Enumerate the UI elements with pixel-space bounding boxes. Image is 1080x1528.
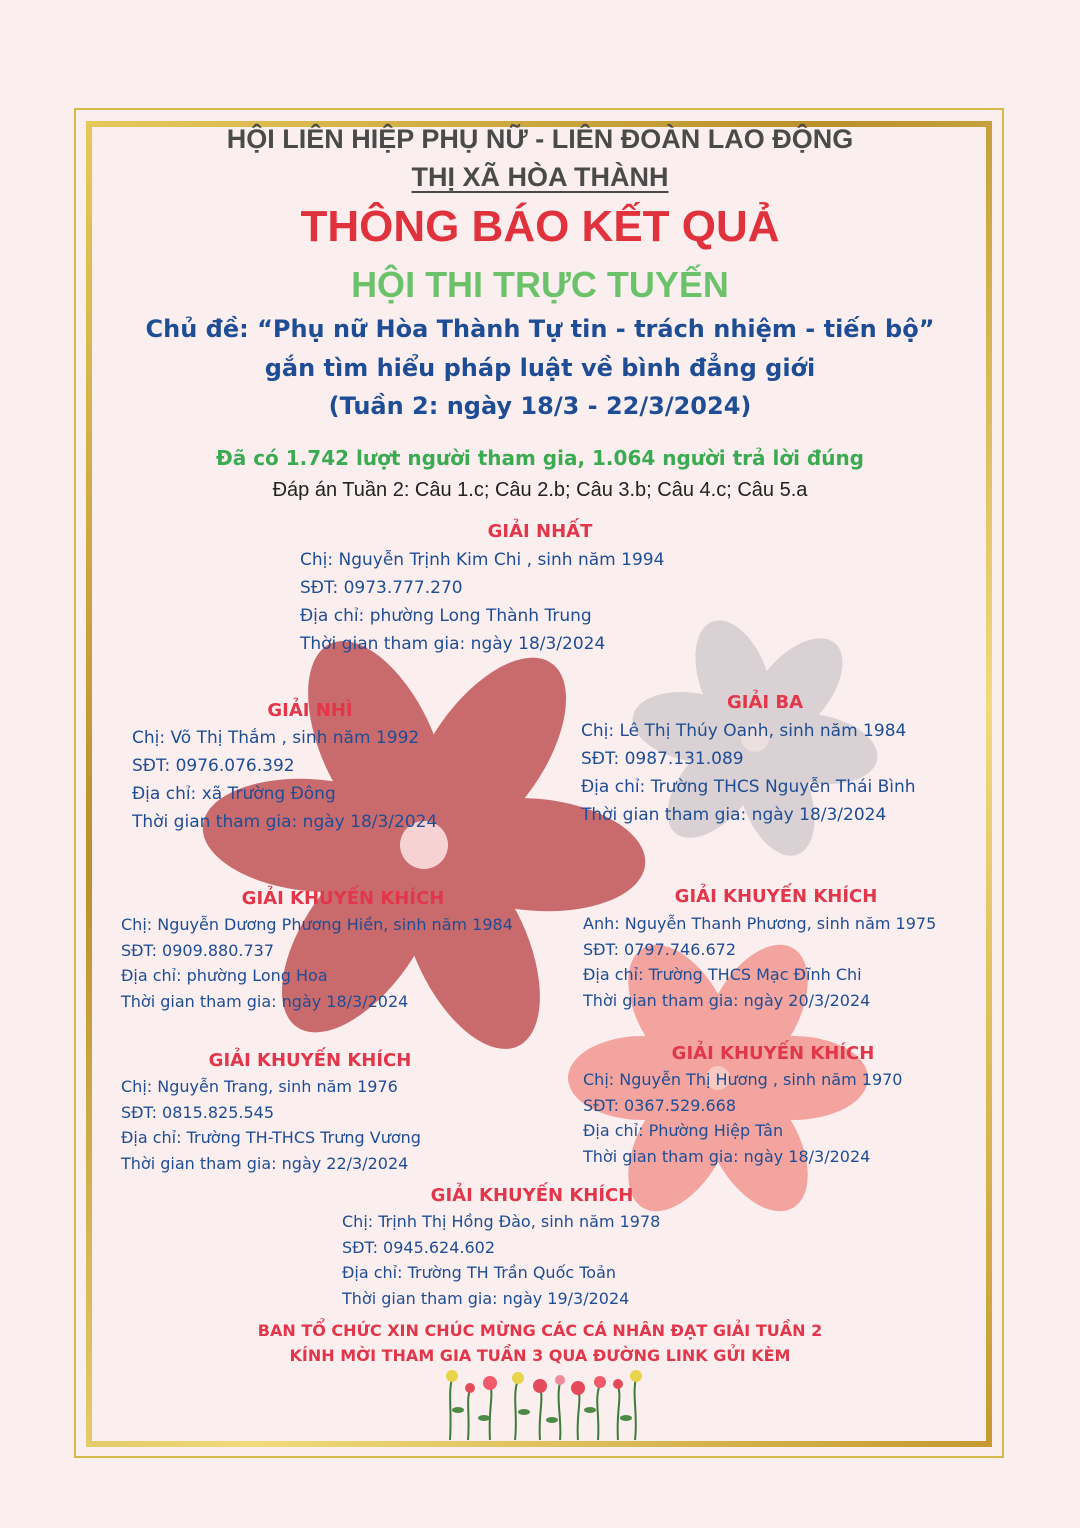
winner-name: Chị: Võ Thị Thắm , sinh năm 1992: [132, 728, 420, 748]
prize-consolation-3-title: GIẢI KHUYẾN KHÍCH: [208, 1050, 412, 1071]
prize-third-title: GIẢI BA: [726, 692, 804, 713]
org-line-1: HỘI LIÊN HIỆP PHỤ NỮ - LIÊN ĐOÀN LAO ĐỘNG: [226, 124, 854, 154]
prize-consolation-2-title: GIẢI KHUYẾN KHÍCH: [674, 886, 878, 907]
winner-phone: SĐT: 0945.624.602: [342, 1237, 496, 1257]
winner-address: Địa chỉ: Trường THCS Nguyễn Thái Bình: [581, 777, 916, 797]
prize-consolation-2-details: [583, 911, 936, 1013]
answer-key: Đáp án Tuần 2: Câu 1.c; Câu 2.b; Câu 3.b; Câu 4.c; Câu 5.a: [272, 479, 808, 501]
winner-address: Địa chỉ: Trường THCS Mạc Đĩnh Chi: [583, 965, 862, 984]
winner-time: Thời gian tham gia: ngày 18/3/2024: [132, 812, 438, 832]
prize-consolation-1-details: [121, 912, 513, 1014]
org-line-2: [0, 162, 1080, 193]
prize-first-title: GIẢI NHẤT: [487, 521, 593, 542]
closing-line-1: BAN TỔ CHỨC XIN CHÚC MỪNG CÁC CÁ NHÂN ĐẠT GIẢI TUẦN 2: [257, 1321, 823, 1340]
topic-line-3: (Tuần 2: ngày 18/3 - 22/3/2024): [328, 392, 752, 420]
winner-name: Chị: Lê Thị Thúy Oanh, sinh năm 1984: [581, 721, 907, 741]
page-title: THÔNG BÁO KẾT QUẢ: [300, 202, 780, 251]
org-line-2-text: THỊ XÃ HÒA THÀNH: [411, 162, 669, 192]
prize-consolation-5-title: GIẢI KHUYẾN KHÍCH: [430, 1185, 634, 1206]
participation-stats: Đã có 1.742 lượt người tham gia, 1.064 người trả lời đúng: [215, 446, 865, 470]
topic-line-1: Chủ đề: “Phụ nữ Hòa Thành Tự tin - trách nhiệm - tiến bộ”: [145, 315, 935, 343]
winner-time: Thời gian tham gia: ngày 20/3/2024: [583, 990, 871, 1010]
winner-time: Thời gian tham gia: ngày 18/3/2024: [581, 805, 887, 825]
prize-consolation-3-details: [121, 1074, 421, 1176]
prize-second-title: GIẢI NHÌ: [267, 700, 353, 721]
winner-name: Chị: Nguyễn Trang, sinh năm 1976: [121, 1077, 398, 1096]
prize-first-details: [300, 546, 664, 658]
prize-third-details: [581, 717, 916, 829]
page-subtitle: HỘI THI TRỰC TUYẾN: [351, 264, 729, 305]
prize-second-details: [132, 724, 437, 836]
prize-consolation-4-details: [583, 1067, 902, 1169]
winner-address: Địa chỉ: xã Trường Đông: [132, 784, 336, 804]
winner-phone: SĐT: 0973.777.270: [300, 578, 463, 598]
closing-line-2: KÍNH MỜI THAM GIA TUẦN 3 QUA ĐƯỜNG LINK GỬI KÈM: [289, 1346, 791, 1365]
winner-phone: SĐT: 0987.131.089: [581, 749, 744, 769]
winner-name: Chị: Nguyễn Trịnh Kim Chi , sinh năm 1994: [300, 550, 665, 570]
winner-name: Chị: Nguyễn Thị Hương , sinh năm 1970: [583, 1070, 903, 1089]
winner-phone: SĐT: 0815.825.545: [121, 1102, 275, 1122]
winner-time: Thời gian tham gia: ngày 22/3/2024: [121, 1153, 409, 1173]
winner-time: Thời gian tham gia: ngày 18/3/2024: [300, 634, 606, 654]
winner-time: Thời gian tham gia: ngày 18/3/2024: [583, 1146, 871, 1166]
winner-phone: SĐT: 0909.880.737: [121, 940, 275, 960]
winner-address: Địa chỉ: Trường TH-THCS Trưng Vương: [121, 1128, 421, 1147]
prize-consolation-5-details: [342, 1209, 660, 1311]
topic-line-2: gắn tìm hiểu pháp luật về bình đẳng giới: [264, 354, 816, 382]
prize-consolation-4-title: GIẢI KHUYẾN KHÍCH: [671, 1043, 875, 1064]
winner-time: Thời gian tham gia: ngày 18/3/2024: [121, 991, 409, 1011]
garden-blossoms: [446, 1370, 642, 1423]
winner-phone: SĐT: 0367.529.668: [583, 1095, 737, 1115]
winner-name: Chị: Nguyễn Dương Phương Hiền, sinh năm 1984: [121, 915, 513, 934]
winner-address: Địa chỉ: phường Long Thành Trung: [300, 606, 592, 626]
prize-consolation-1-title: GIẢI KHUYẾN KHÍCH: [241, 888, 445, 909]
winner-time: Thời gian tham gia: ngày 19/3/2024: [342, 1288, 630, 1308]
winner-address: Địa chỉ: phường Long Hoa: [121, 966, 328, 985]
winner-address: Địa chỉ: Trường TH Trần Quốc Toản: [342, 1263, 617, 1282]
winner-phone: SĐT: 0976.076.392: [132, 756, 295, 776]
winner-name: Chị: Trịnh Thị Hồng Đào, sinh năm 1978: [342, 1212, 661, 1231]
winner-address: Địa chỉ: Phường Hiệp Tân: [583, 1121, 784, 1140]
winner-phone: SĐT: 0797.746.672: [583, 939, 737, 959]
winner-name: Anh: Nguyễn Thanh Phương, sinh năm 1975: [583, 914, 937, 933]
